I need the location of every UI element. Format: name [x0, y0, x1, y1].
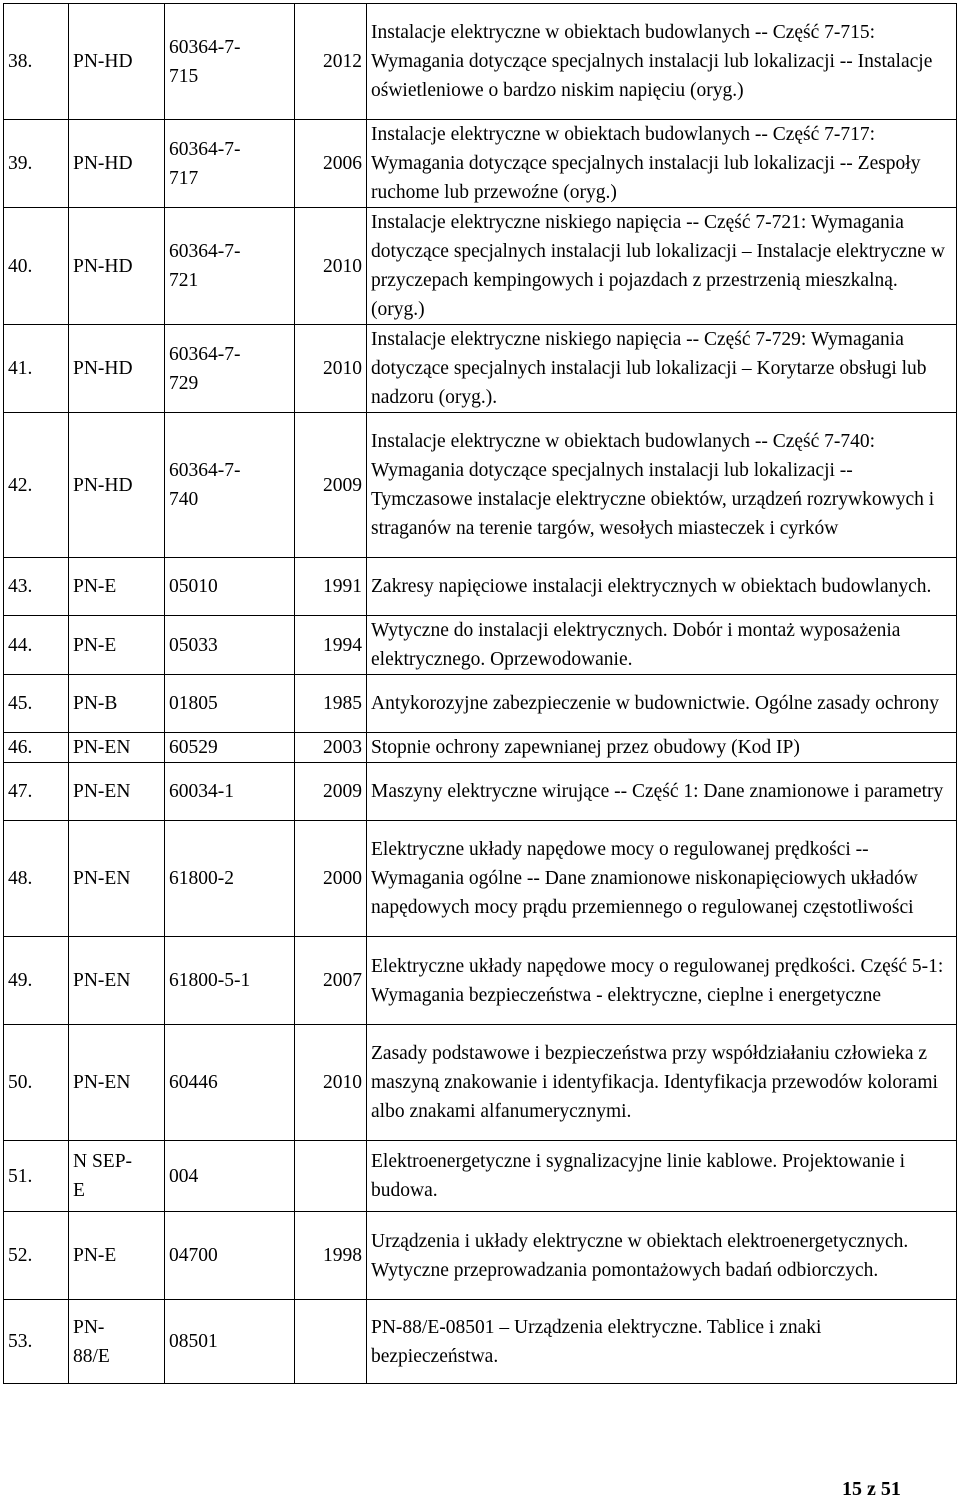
standard-type: PN-HD: [69, 208, 165, 325]
standard-year: 1994: [295, 616, 367, 675]
row-number: 42.: [4, 413, 69, 558]
standard-title: Maszyny elektryczne wirujące -- Część 1: Dane znamionowe i parametry: [367, 763, 957, 821]
table-row: [4, 675, 957, 733]
standard-type: PN-E: [69, 558, 165, 616]
row-number: 43.: [4, 558, 69, 616]
row-number: 45.: [4, 675, 69, 733]
row-number: 48.: [4, 821, 69, 937]
table-row: [4, 1300, 957, 1384]
row-number: 46.: [4, 733, 69, 763]
standard-title: Wytyczne do instalacji elektrycznych. Dobór i montaż wyposażenia elektrycznego. Oprzewodowanie.: [367, 616, 957, 675]
table-row: [4, 1141, 957, 1212]
standard-title: Elektroenergetyczne i sygnalizacyjne linie kablowe. Projektowanie i budowa.: [367, 1141, 957, 1212]
standard-number: 08501: [165, 1300, 295, 1384]
row-number: 50.: [4, 1025, 69, 1141]
standard-type: PN-E: [69, 616, 165, 675]
standard-type: PN-HD: [69, 413, 165, 558]
row-number: 41.: [4, 325, 69, 413]
standard-type: PN-EN: [69, 763, 165, 821]
table-row: [4, 413, 957, 558]
standard-year: 1998: [295, 1212, 367, 1300]
table-row: [4, 558, 957, 616]
standard-number: 05010: [165, 558, 295, 616]
table-row: [4, 120, 957, 208]
standard-number: 04700: [165, 1212, 295, 1300]
standard-number: 60364-7- 715: [165, 4, 295, 120]
standard-title: Urządzenia i układy elektryczne w obiektach elektroenergetycznych. Wytyczne przeprowadzania pomontażowych badań odbiorczych.: [367, 1212, 957, 1300]
standard-number: 01805: [165, 675, 295, 733]
row-number: 44.: [4, 616, 69, 675]
standard-title: Instalacje elektryczne niskiego napięcia -- Część 7-721: Wymagania dotyczące specjalnych instalacji lub lokalizacji – Instalacje elektryczne w przyczepach kempingowych i pojazdach z przestrzenią mieszkalną. (oryg.): [367, 208, 957, 325]
table-row: [4, 937, 957, 1025]
standard-title: Stopnie ochrony zapewnianej przez obudowy (Kod IP): [367, 733, 957, 763]
standard-year: 2009: [295, 763, 367, 821]
standard-number: 60364-7- 721: [165, 208, 295, 325]
standard-year: 2003: [295, 733, 367, 763]
standard-title: Instalacje elektryczne niskiego napięcia -- Część 7-729: Wymagania dotyczące specjalnych instalacji lub lokalizacji – Korytarze obsługi lub nadzoru (oryg.).: [367, 325, 957, 413]
standard-year: 2010: [295, 325, 367, 413]
standard-title: Elektryczne układy napędowe mocy o regulowanej prędkości. Część 5-1: Wymagania bezpieczeństwa - elektryczne, cieplne i energetyczne: [367, 937, 957, 1025]
standard-type: PN-HD: [69, 4, 165, 120]
table-row: [4, 208, 957, 325]
page-number: 15 z 51: [842, 1478, 901, 1500]
standard-number: 004: [165, 1141, 295, 1212]
standard-number: 60364-7- 729: [165, 325, 295, 413]
table-row: [4, 4, 957, 120]
standard-type: PN-E: [69, 1212, 165, 1300]
row-number: 53.: [4, 1300, 69, 1384]
standard-number: 60034-1: [165, 763, 295, 821]
standard-year: 2010: [295, 208, 367, 325]
standard-year: 2010: [295, 1025, 367, 1141]
standard-year: [295, 1141, 367, 1212]
row-number: 49.: [4, 937, 69, 1025]
standard-year: 2000: [295, 821, 367, 937]
standard-type: PN- 88/E: [69, 1300, 165, 1384]
standard-number: 05033: [165, 616, 295, 675]
standard-type: PN-EN: [69, 1025, 165, 1141]
row-number: 47.: [4, 763, 69, 821]
row-number: 38.: [4, 4, 69, 120]
standard-year: 1991: [295, 558, 367, 616]
standard-number: 60529: [165, 733, 295, 763]
standard-title: Zasady podstawowe i bezpieczeństwa przy współdziałaniu człowieka z maszyną znakowanie i identyfikacja. Identyfikacja przewodów kolorami albo znakami alfanumerycznymi.: [367, 1025, 957, 1141]
standard-title: PN-88/E-08501 – Urządzenia elektryczne. Tablice i znaki bezpieczeństwa.: [367, 1300, 957, 1384]
standard-type: PN-EN: [69, 937, 165, 1025]
table-row: [4, 763, 957, 821]
row-number: 40.: [4, 208, 69, 325]
standards-table: [3, 3, 957, 1384]
standard-type: N SEP- E: [69, 1141, 165, 1212]
standard-type: PN-HD: [69, 325, 165, 413]
standard-year: [295, 1300, 367, 1384]
table-row: [4, 1025, 957, 1141]
standard-type: PN-B: [69, 675, 165, 733]
table-row: [4, 821, 957, 937]
standard-type: PN-HD: [69, 120, 165, 208]
standard-number: 60364-7- 717: [165, 120, 295, 208]
standard-type: PN-EN: [69, 733, 165, 763]
table-row: [4, 733, 957, 763]
standard-year: 2007: [295, 937, 367, 1025]
table-row: [4, 616, 957, 675]
standard-year: 2012: [295, 4, 367, 120]
standard-year: 1985: [295, 675, 367, 733]
standard-year: 2009: [295, 413, 367, 558]
row-number: 39.: [4, 120, 69, 208]
standard-title: Instalacje elektryczne w obiektach budowlanych -- Część 7-717: Wymagania dotyczące specjalnych instalacji lub lokalizacji -- Zespoły ruchome lub przewoźne (oryg.): [367, 120, 957, 208]
standard-title: Zakresy napięciowe instalacji elektrycznych w obiektach budowlanych.: [367, 558, 957, 616]
row-number: 51.: [4, 1141, 69, 1212]
table-row: [4, 325, 957, 413]
standard-number: 60364-7- 740: [165, 413, 295, 558]
row-number: 52.: [4, 1212, 69, 1300]
standard-number: 61800-2: [165, 821, 295, 937]
standards-table-body: [4, 4, 957, 1384]
standard-number: 60446: [165, 1025, 295, 1141]
standard-type: PN-EN: [69, 821, 165, 937]
standard-title: Elektryczne układy napędowe mocy o regulowanej prędkości -- Wymagania ogólne -- Dane znamionowe niskonapięciowych układów napędowych mocy prądu przemiennego o regulowanej częstotliwości: [367, 821, 957, 937]
standard-number: 61800-5-1: [165, 937, 295, 1025]
standard-title: Antykorozyjne zabezpieczenie w budownictwie. Ogólne zasady ochrony: [367, 675, 957, 733]
standard-year: 2006: [295, 120, 367, 208]
table-row: [4, 1212, 957, 1300]
standard-title: Instalacje elektryczne w obiektach budowlanych -- Część 7-715: Wymagania dotyczące specjalnych instalacji lub lokalizacji -- Instalacje oświetleniowe o bardzo niskim napięciu (oryg.): [367, 4, 957, 120]
standard-title: Instalacje elektryczne w obiektach budowlanych -- Część 7-740: Wymagania dotyczące specjalnych instalacji lub lokalizacji -- Tymczasowe instalacje elektryczne obiektów, urządzeń rozrywkowych i straganów na terenie targów, wesołych miasteczek i cyrków: [367, 413, 957, 558]
